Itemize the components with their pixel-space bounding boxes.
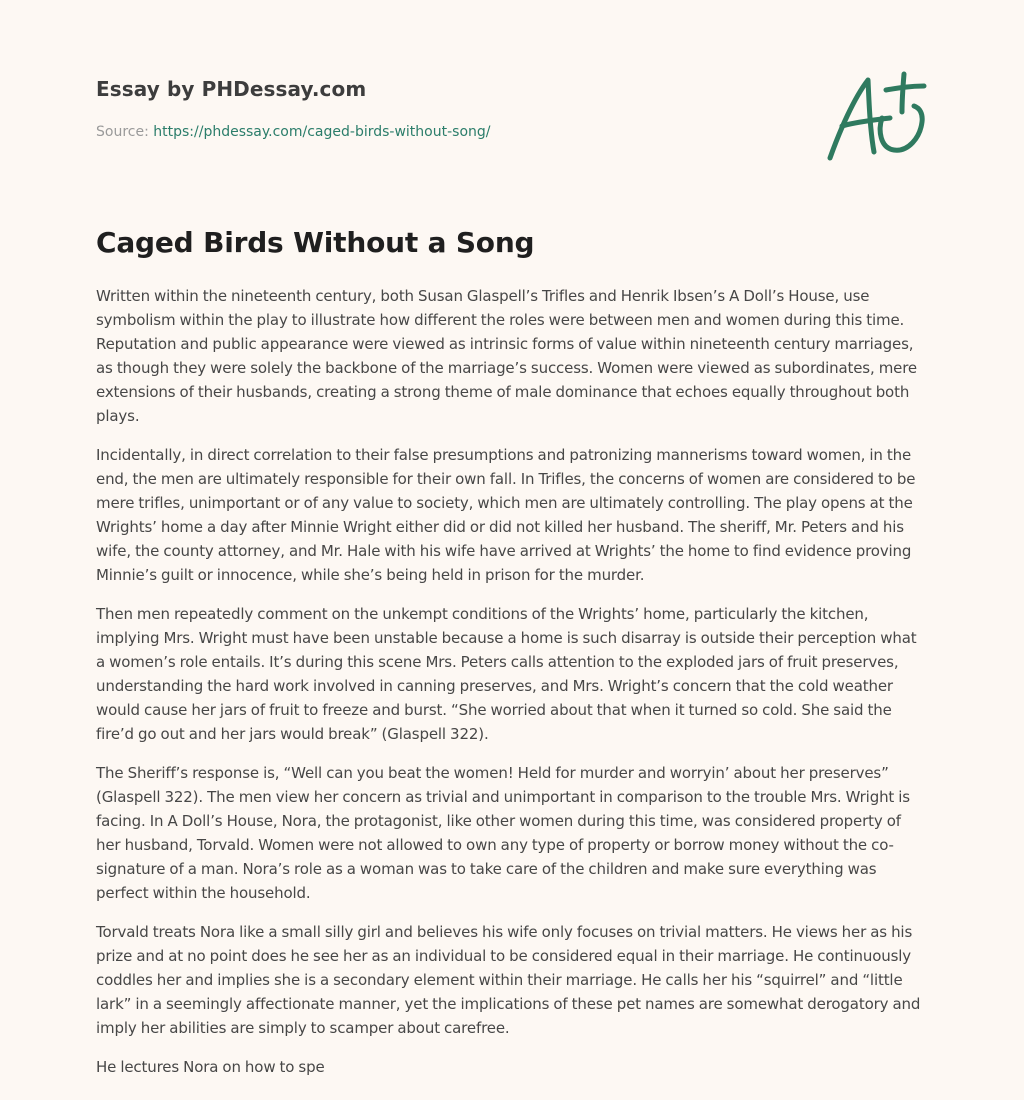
source-link[interactable]: https://phdessay.com/caged-birds-without-song/ [153, 124, 491, 140]
source-line [96, 124, 490, 140]
essay-title: Caged Birds Without a Song [96, 226, 535, 259]
site-title: Essay by PHDessay.com [96, 77, 367, 101]
essay-paragraph: Torvald treats Nora like a small silly girl and believes his wife only focuses on trivial matters. He views her as his prize and at no point does he see her as an individual to be considered equal in their marriage. He continuously coddles her and implies she is a secondary element within their marriage. He calls her his “squirrel” and “little lark” in a seemingly affectionate manner, yet the implications of these pet names are somewhat derogatory and imply her abilities are simply to scamper about carefree. [96, 923, 921, 1037]
essay-paragraph: The Sheriff’s response is, “Well can you beat the women! Held for murder and worryin’ about her preserves” (Glaspell 322). The men view her concern as trivial and unimportant in comparison to the trouble Mrs. Wright is facing. In A Doll’s House, Nora, the protagonist, like other women during this time, was considered property of her husband, Torvald. Women were not allowed to own any type of property or borrow money without the co-signature of a man. Nora’s role as a woman was to take care of the children and make sure everything was perfect within the household. [96, 764, 910, 902]
a-plus-logo-graphic [824, 68, 928, 164]
essay-paragraph: He lectures Nora on how to spe [96, 1058, 325, 1076]
essay-paragraph: Written within the nineteenth century, both Susan Glaspell’s Trifles and Henrik Ibsen’s A Doll’s House, use symbolism within the play to illustrate how different the roles were between men and women during this time. Reputation and public appearance were viewed as intrinsic forms of value within nineteenth century marriages, as though they were solely the backbone of the marriage’s success. Women were viewed as subordinates, mere extensions of their husbands, creating a strong theme of male dominance that echoes equally throughout both plays. [96, 287, 918, 425]
source-label: Source: [96, 124, 154, 140]
essay-paragraph: Then men repeatedly comment on the unkempt conditions of the Wrights’ home, particularly the kitchen, implying Mrs. Wright must have been unstable because a home is such disarray is outside their perception what a women’s role entails. It’s during this scene Mrs. Peters calls attention to the exploded jars of fruit preserves, understanding the hard work involved in canning preserves, and Mrs. Wright’s concern that the cold weather would cause her jars of fruit to freeze and burst. “She worried about that when it turned so cold. She said the fire’d go out and her jars would break” (Glaspell 322). [96, 605, 917, 743]
essay-paragraph: Incidentally, in direct correlation to their false presumptions and patronizing mannerisms toward women, in the end, the men are ultimately responsible for their own fall. In Trifles, the concerns of women are considered to be mere trifles, unimportant or of any value to society, which men are ultimately controlling. The play opens at the Wrights’ home a day after Minnie Wright either did or did not killed her husband. The sheriff, Mr. Peters and his wife, the county attorney, and Mr. Hale with his wife have arrived at Wrights’ the home to find evidence proving Minnie’s guilt or innocence, while she’s being held in prison for the murder. [96, 446, 916, 584]
essay-body [96, 284, 926, 1094]
a-plus-logo-icon [824, 68, 928, 164]
